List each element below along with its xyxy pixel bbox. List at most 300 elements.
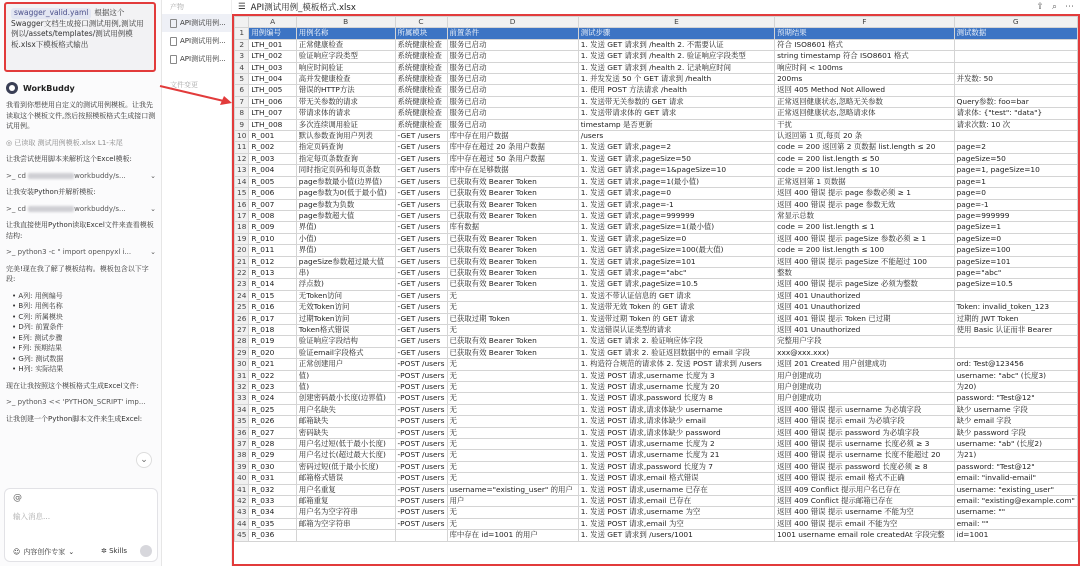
table-cell[interactable]: R_003 xyxy=(249,153,296,164)
row-number[interactable]: 11 xyxy=(235,142,249,153)
row-number[interactable]: 20 xyxy=(235,245,249,256)
table-cell[interactable]: Token格式错误 xyxy=(296,324,395,335)
column-header[interactable]: G xyxy=(954,17,1077,28)
table-cell[interactable]: 无 xyxy=(447,427,578,438)
table-cell[interactable]: code = 200 list.length ≤ 1 xyxy=(775,222,954,233)
table-cell[interactable]: R_036 xyxy=(249,530,296,541)
row-number[interactable]: 15 xyxy=(235,188,249,199)
table-cell[interactable]: 返回 409 Conflict 提示邮箱已存在 xyxy=(775,496,954,507)
table-cell[interactable]: 邮箱格式错误 xyxy=(296,473,395,484)
column-header[interactable]: C xyxy=(395,17,447,28)
mention-button[interactable]: @ xyxy=(13,493,22,503)
table-cell[interactable]: R_027 xyxy=(249,427,296,438)
table-cell[interactable]: 已获取有效 Bearer Token xyxy=(447,233,578,244)
table-cell[interactable]: 服务已启动 xyxy=(447,96,578,107)
table-cell[interactable]: 系统健康检查 xyxy=(395,62,447,73)
row-number[interactable]: 8 xyxy=(235,108,249,119)
table-cell[interactable]: 无 xyxy=(447,370,578,381)
more-icon[interactable]: ⋯ xyxy=(1065,1,1074,12)
table-cell[interactable]: 1. 发送 POST 请求,username 长度为 2 xyxy=(578,439,774,450)
table-cell[interactable]: page=1, pageSize=10 xyxy=(954,165,1077,176)
row-number[interactable]: 35 xyxy=(235,416,249,427)
table-cell[interactable]: 1. 使用 POST 方法请求 /health xyxy=(578,85,774,96)
table-cell[interactable]: 库中存在超过 50 条用户数据 xyxy=(447,153,578,164)
row-number[interactable]: 18 xyxy=(235,222,249,233)
table-cell[interactable]: 1. 发送 GET 请求,page=999999 xyxy=(578,210,774,221)
table-cell[interactable]: 值) xyxy=(296,370,395,381)
table-cell[interactable]: code = 200 list.length ≤ 10 xyxy=(775,165,954,176)
header-cell[interactable]: 测试数据 xyxy=(954,28,1077,39)
table-cell[interactable]: R_029 xyxy=(249,450,296,461)
table-cell[interactable]: 1. 构造符合规范的请求体 2. 发送 POST 请求到 /users xyxy=(578,359,774,370)
table-cell[interactable]: page参数为0(低于最小值) xyxy=(296,188,395,199)
table-cell[interactable]: 返回 400 错误 提示 pageSize 参数必须 ≥ 1 xyxy=(775,233,954,244)
table-cell[interactable]: -POST /users xyxy=(395,507,447,518)
table-cell[interactable]: 无 xyxy=(447,473,578,484)
row-number[interactable]: 6 xyxy=(235,85,249,96)
table-cell[interactable]: 缺少 username 字段 xyxy=(954,404,1077,415)
table-cell[interactable]: 已获取过期 Token xyxy=(447,313,578,324)
table-cell[interactable]: 已获取有效 Bearer Token xyxy=(447,267,578,278)
table-cell[interactable]: R_010 xyxy=(249,233,296,244)
table-cell[interactable]: id=1001 xyxy=(954,530,1077,541)
row-number[interactable]: 3 xyxy=(235,51,249,62)
table-cell[interactable]: 1. 并发发送 50 个 GET 请求到 /health xyxy=(578,74,774,85)
artifact-file-item[interactable] xyxy=(162,32,231,50)
table-cell[interactable]: 1. 发送 GET 请求 2. 验证返回数据中的 email 字段 xyxy=(578,347,774,358)
row-number[interactable]: 19 xyxy=(235,233,249,244)
table-cell[interactable]: 串) xyxy=(296,267,395,278)
table-cell[interactable]: pageSize参数超过最大值 xyxy=(296,256,395,267)
table-cell[interactable]: 返回 400 错误 提示 email 不能为空 xyxy=(775,518,954,529)
table-cell[interactable]: -POST /users xyxy=(395,518,447,529)
table-cell[interactable]: -GET /users xyxy=(395,302,447,313)
table-cell[interactable]: pageSize=1 xyxy=(954,222,1077,233)
command-block-3[interactable] xyxy=(6,247,156,258)
table-cell[interactable]: 返回 401 错误 提示 Token 已过期 xyxy=(775,313,954,324)
table-cell[interactable]: -POST /users xyxy=(395,393,447,404)
table-cell[interactable]: 已获取有效 Bearer Token xyxy=(447,336,578,347)
table-cell[interactable]: 已获取有效 Bearer Token xyxy=(447,210,578,221)
table-cell[interactable]: 已获取有效 Bearer Token xyxy=(447,245,578,256)
table-cell[interactable]: 系统健康检查 xyxy=(395,51,447,62)
row-number[interactable]: 30 xyxy=(235,359,249,370)
table-cell[interactable]: 用户创建成功 xyxy=(775,370,954,381)
table-cell[interactable]: page参数超大值 xyxy=(296,210,395,221)
table-cell[interactable]: 系统健康检查 xyxy=(395,119,447,130)
menu-icon[interactable]: ☰ xyxy=(238,1,246,12)
table-cell[interactable]: 浮点数) xyxy=(296,279,395,290)
row-number[interactable]: 12 xyxy=(235,153,249,164)
table-cell[interactable]: R_016 xyxy=(249,302,296,313)
table-cell[interactable]: 1. 发送 GET 请求,page=-1 xyxy=(578,199,774,210)
table-cell[interactable]: R_017 xyxy=(249,313,296,324)
artifact-file-item[interactable] xyxy=(162,50,231,68)
table-cell[interactable]: 密码过短(低于最小长度) xyxy=(296,461,395,472)
table-cell[interactable] xyxy=(954,62,1077,73)
table-cell[interactable]: -GET /users xyxy=(395,336,447,347)
table-cell[interactable]: 1. 发送 POST 请求,username 为空 xyxy=(578,507,774,518)
table-cell[interactable]: 1. 发送 GET 请求,page=0 xyxy=(578,188,774,199)
table-cell[interactable]: -POST /users xyxy=(395,473,447,484)
read-status[interactable] xyxy=(6,138,156,149)
table-cell[interactable]: 值) xyxy=(296,382,395,393)
table-cell[interactable]: -GET /users xyxy=(395,188,447,199)
table-cell[interactable]: 返回 400 错误 提示 username 为必填字段 xyxy=(775,404,954,415)
table-cell[interactable]: page参数为负数 xyxy=(296,199,395,210)
table-cell[interactable]: R_035 xyxy=(249,518,296,529)
table-cell[interactable]: 返回 401 Unauthorized xyxy=(775,324,954,335)
table-cell[interactable]: email: "existing@example.com" xyxy=(954,496,1077,507)
table-cell[interactable]: 无 xyxy=(447,393,578,404)
table-cell[interactable]: 已获取有效 Bearer Token xyxy=(447,188,578,199)
table-cell[interactable] xyxy=(954,85,1077,96)
table-cell[interactable]: 库中存在用户数据 xyxy=(447,131,578,142)
table-cell[interactable]: 用户名为空字符串 xyxy=(296,507,395,518)
table-cell[interactable]: 无Token访问 xyxy=(296,290,395,301)
table-cell[interactable]: 正常返回健康状态,忽略请求体 xyxy=(775,108,954,119)
table-cell[interactable]: 无 xyxy=(447,461,578,472)
table-cell[interactable]: 默认参数查询用户列表 xyxy=(296,131,395,142)
column-header[interactable]: E xyxy=(578,17,774,28)
table-cell[interactable]: 返回 401 Unauthorized xyxy=(775,290,954,301)
share-icon[interactable]: ⇪ xyxy=(1036,1,1044,12)
table-cell[interactable]: xxx@xxx.xxx) xyxy=(775,347,954,358)
column-header[interactable]: D xyxy=(447,17,578,28)
table-cell[interactable]: R_020 xyxy=(249,347,296,358)
table-cell[interactable]: 库中存在足够数据 xyxy=(447,165,578,176)
table-cell[interactable]: 指定每页条数查询 xyxy=(296,153,395,164)
row-number[interactable]: 16 xyxy=(235,199,249,210)
row-number[interactable]: 5 xyxy=(235,74,249,85)
table-cell[interactable]: pageSize=100 xyxy=(954,245,1077,256)
table-cell[interactable]: 返回 400 错误 提示 page 参数必须 ≥ 1 xyxy=(775,188,954,199)
table-cell[interactable]: 服务已启动 xyxy=(447,39,578,50)
table-cell[interactable]: LTH_001 xyxy=(249,39,296,50)
row-number[interactable]: 34 xyxy=(235,404,249,415)
link-icon[interactable]: ⌕ xyxy=(1051,1,1057,12)
table-cell[interactable]: -GET /users xyxy=(395,176,447,187)
row-number[interactable]: 7 xyxy=(235,96,249,107)
table-cell[interactable]: R_002 xyxy=(249,142,296,153)
table-cell[interactable]: page=1 xyxy=(954,176,1077,187)
table-cell[interactable]: code = 200 返回第 2 页数据 list.length ≤ 20 xyxy=(775,142,954,153)
table-cell[interactable]: -POST /users xyxy=(395,450,447,461)
command-block-1[interactable] xyxy=(6,171,156,182)
table-cell[interactable]: 无 xyxy=(447,324,578,335)
table-cell[interactable]: 1. 发送 POST 请求,username 长度为 3 xyxy=(578,370,774,381)
table-cell[interactable]: 无 xyxy=(447,439,578,450)
row-number[interactable]: 45 xyxy=(235,530,249,541)
header-cell[interactable]: 用例编号 xyxy=(249,28,296,39)
row-number[interactable]: 25 xyxy=(235,302,249,313)
table-cell[interactable]: 返回 400 错误 提示 email 格式不正确 xyxy=(775,473,954,484)
table-cell[interactable] xyxy=(954,51,1077,62)
table-cell[interactable] xyxy=(395,530,447,541)
table-cell[interactable]: 系统健康检查 xyxy=(395,108,447,119)
table-cell[interactable]: string timestamp 符合 ISO8601 格式 xyxy=(775,51,954,62)
table-cell[interactable]: 已获取有效 Bearer Token xyxy=(447,256,578,267)
table-cell[interactable]: 无 xyxy=(447,302,578,313)
table-cell[interactable]: code = 200 list.length ≤ 50 xyxy=(775,153,954,164)
row-number[interactable]: 17 xyxy=(235,210,249,221)
table-cell[interactable]: -GET /users xyxy=(395,153,447,164)
row-number[interactable]: 44 xyxy=(235,518,249,529)
header-cell[interactable]: 所属模块 xyxy=(395,28,447,39)
table-cell[interactable]: R_006 xyxy=(249,188,296,199)
row-number[interactable]: 31 xyxy=(235,370,249,381)
table-cell[interactable]: -POST /users xyxy=(395,404,447,415)
table-cell[interactable]: R_018 xyxy=(249,324,296,335)
table-cell[interactable]: -GET /users xyxy=(395,245,447,256)
table-cell[interactable]: 用户创建成功 xyxy=(775,393,954,404)
table-cell[interactable]: 无 xyxy=(447,382,578,393)
table-cell[interactable]: ord: Test@123456 xyxy=(954,359,1077,370)
table-cell[interactable]: password: "Test@12" xyxy=(954,461,1077,472)
table-cell[interactable]: timestamp 是否更新 xyxy=(578,119,774,130)
table-cell[interactable]: 缺少 email 字段 xyxy=(954,416,1077,427)
table-cell[interactable]: 1. 发送 GET 请求到 /health 2. 验证响应字段类型 xyxy=(578,51,774,62)
row-number[interactable]: 24 xyxy=(235,290,249,301)
table-cell[interactable]: 带请求体的请求 xyxy=(296,108,395,119)
table-cell[interactable]: username="existing_user" 的用户 xyxy=(447,484,578,495)
table-cell[interactable]: 1. 发送 GET 请求到 /users/1001 xyxy=(578,530,774,541)
row-number[interactable]: 22 xyxy=(235,267,249,278)
table-cell[interactable]: 1. 发送 GET 请求,page=2 xyxy=(578,142,774,153)
table-cell[interactable]: 高并发健康检查 xyxy=(296,74,395,85)
table-cell[interactable]: -GET /users xyxy=(395,131,447,142)
table-cell[interactable]: 1. 发送带过期 Token 的 GET 请求 xyxy=(578,313,774,324)
table-cell[interactable]: email: "invalid-email" xyxy=(954,473,1077,484)
row-number[interactable]: 27 xyxy=(235,324,249,335)
header-cell[interactable]: 用例名称 xyxy=(296,28,395,39)
row-number[interactable]: 28 xyxy=(235,336,249,347)
table-cell[interactable]: 无 xyxy=(447,450,578,461)
table-cell[interactable]: 1. 发送 GET 请求,page=1(最小值) xyxy=(578,176,774,187)
table-cell[interactable]: R_005 xyxy=(249,176,296,187)
row-number[interactable]: 9 xyxy=(235,119,249,130)
table-cell[interactable]: page=999999 xyxy=(954,210,1077,221)
row-number[interactable]: 42 xyxy=(235,496,249,507)
table-cell[interactable]: 并发数: 50 xyxy=(954,74,1077,85)
table-cell[interactable]: 已获取有效 Bearer Token xyxy=(447,176,578,187)
row-number[interactable]: 32 xyxy=(235,382,249,393)
table-cell[interactable]: R_008 xyxy=(249,210,296,221)
table-cell[interactable]: 界值) xyxy=(296,245,395,256)
row-number[interactable]: 39 xyxy=(235,461,249,472)
row-number[interactable]: 33 xyxy=(235,393,249,404)
command-block-4[interactable] xyxy=(6,397,156,408)
table-cell[interactable]: 1. 发送 GET 请求,pageSize=10.5 xyxy=(578,279,774,290)
table-cell[interactable]: 1. 发送 GET 请求到 /health 2. 不需要认证 xyxy=(578,39,774,50)
table-cell[interactable]: -GET /users xyxy=(395,222,447,233)
table-cell[interactable]: 返回 400 错误 提示 password 长度必须 ≥ 8 xyxy=(775,461,954,472)
row-number[interactable]: 1 xyxy=(235,28,249,39)
table-cell[interactable]: 系统健康检查 xyxy=(395,39,447,50)
table-cell[interactable]: 1. 发送带无关参数的 GET 请求 xyxy=(578,96,774,107)
table-cell[interactable]: 密码缺失 xyxy=(296,427,395,438)
table-cell[interactable]: 1. 发送 POST 请求,username 已存在 xyxy=(578,484,774,495)
table-cell[interactable]: 1. 发送 GET 请求 2. 验证响应体字段 xyxy=(578,336,774,347)
table-cell[interactable]: 错误的HTTP方法 xyxy=(296,85,395,96)
table-cell[interactable] xyxy=(954,131,1077,142)
table-cell[interactable] xyxy=(296,530,395,541)
row-number[interactable]: 23 xyxy=(235,279,249,290)
table-cell[interactable] xyxy=(954,347,1077,358)
table-cell[interactable]: page=-1 xyxy=(954,199,1077,210)
table-cell[interactable]: 返回 201 Created 用户创建成功 xyxy=(775,359,954,370)
table-cell[interactable]: -GET /users xyxy=(395,199,447,210)
row-number[interactable]: 13 xyxy=(235,165,249,176)
table-cell[interactable]: 已获取有效 Bearer Token xyxy=(447,347,578,358)
table-cell[interactable]: 响应时间 < 100ms xyxy=(775,62,954,73)
table-cell[interactable]: 无 xyxy=(447,290,578,301)
table-cell[interactable]: 服务已启动 xyxy=(447,85,578,96)
table-cell[interactable]: 无 xyxy=(447,359,578,370)
table-cell[interactable]: R_011 xyxy=(249,245,296,256)
table-cell[interactable]: 服务已启动 xyxy=(447,51,578,62)
table-cell[interactable]: pageSize=0 xyxy=(954,233,1077,244)
table-cell[interactable]: 1. 发送 GET 请求,pageSize=0 xyxy=(578,233,774,244)
table-cell[interactable]: 认返回第 1 页,每页 20 条 xyxy=(775,131,954,142)
table-cell[interactable]: LTH_008 xyxy=(249,119,296,130)
table-cell[interactable]: 符合 ISO8601 格式 xyxy=(775,39,954,50)
table-cell[interactable]: 1. 发送 POST 请求,username 长度为 21 xyxy=(578,450,774,461)
table-cell[interactable]: R_023 xyxy=(249,382,296,393)
table-cell[interactable]: LTH_002 xyxy=(249,51,296,62)
table-cell[interactable]: 为20) xyxy=(954,382,1077,393)
table-cell[interactable]: 用户名过长(超过最大长度) xyxy=(296,450,395,461)
table-cell[interactable]: 1. 发送 POST 请求,email 为空 xyxy=(578,518,774,529)
table-cell[interactable]: 请求体: {"test": "data"} xyxy=(954,108,1077,119)
table-cell[interactable]: 1. 发送 GET 请求到 /health 2. 记录响应时间 xyxy=(578,62,774,73)
agent-selector[interactable] xyxy=(13,547,74,557)
table-cell[interactable]: -POST /users xyxy=(395,496,447,507)
table-cell[interactable]: R_014 xyxy=(249,279,296,290)
table-cell[interactable]: 1. 发送 GET 请求,pageSize=1(最小值) xyxy=(578,222,774,233)
table-cell[interactable]: code = 200 list.length ≤ 100 xyxy=(775,245,954,256)
header-cell[interactable]: 前置条件 xyxy=(447,28,578,39)
table-cell[interactable]: LTH_004 xyxy=(249,74,296,85)
table-cell[interactable]: R_033 xyxy=(249,496,296,507)
table-cell[interactable]: R_026 xyxy=(249,416,296,427)
table-cell[interactable]: LTH_006 xyxy=(249,96,296,107)
table-cell[interactable]: pageSize=101 xyxy=(954,256,1077,267)
table-cell[interactable]: 1. 发送带无效 Token 的 GET 请求 xyxy=(578,302,774,313)
table-cell[interactable]: R_024 xyxy=(249,393,296,404)
table-cell[interactable]: R_022 xyxy=(249,370,296,381)
table-cell[interactable]: -GET /users xyxy=(395,256,447,267)
table-cell[interactable]: 服务已启动 xyxy=(447,119,578,130)
table-cell[interactable]: pageSize=50 xyxy=(954,153,1077,164)
table-cell[interactable]: 用户名重复 xyxy=(296,484,395,495)
table-cell[interactable]: 用户名过短(低于最小长度) xyxy=(296,439,395,450)
table-cell[interactable]: 无效Token访问 xyxy=(296,302,395,313)
table-cell[interactable]: -GET /users xyxy=(395,210,447,221)
table-cell[interactable]: 1. 发送 POST 请求,password 长度为 7 xyxy=(578,461,774,472)
table-cell[interactable]: 1. 发送 POST 请求,password 长度为 8 xyxy=(578,393,774,404)
table-cell[interactable]: 返回 401 Unauthorized xyxy=(775,302,954,313)
table-cell[interactable]: 库中存在超过 20 条用户数据 xyxy=(447,142,578,153)
table-cell[interactable]: 正常返回第 1 页数据 xyxy=(775,176,954,187)
table-cell[interactable]: password: "Test@12" xyxy=(954,393,1077,404)
table-cell[interactable]: -GET /users xyxy=(395,142,447,153)
table-cell[interactable]: 1. 发送 POST 请求,username 长度为 20 xyxy=(578,382,774,393)
table-cell[interactable]: LTH_005 xyxy=(249,85,296,96)
table-cell[interactable]: 用户创建成功 xyxy=(775,382,954,393)
table-cell[interactable]: R_034 xyxy=(249,507,296,518)
table-cell[interactable]: 1001 username email role createdAt 字段完整 xyxy=(775,530,954,541)
table-cell[interactable]: 验证email字段格式 xyxy=(296,347,395,358)
table-cell[interactable]: 服务已启动 xyxy=(447,74,578,85)
table-cell[interactable]: page=0 xyxy=(954,188,1077,199)
table-cell[interactable]: 1. 发送 GET 请求,pageSize=50 xyxy=(578,153,774,164)
table-cell[interactable]: R_021 xyxy=(249,359,296,370)
table-cell[interactable]: R_031 xyxy=(249,473,296,484)
table-cell[interactable]: username: "ab" (长度2) xyxy=(954,439,1077,450)
table-cell[interactable]: 1. 发送 GET 请求,page=1&pageSize=10 xyxy=(578,165,774,176)
skills-button[interactable] xyxy=(101,547,127,555)
table-cell[interactable]: 1. 发送 POST 请求,请求体缺少 password xyxy=(578,427,774,438)
table-cell[interactable]: 请求次数: 10 次 xyxy=(954,119,1077,130)
table-cell[interactable]: 1. 发送 GET 请求,page="abc" xyxy=(578,267,774,278)
table-cell[interactable]: 过期Token访问 xyxy=(296,313,395,324)
header-cell[interactable]: 测试步骤 xyxy=(578,28,774,39)
table-cell[interactable]: -POST /users xyxy=(395,370,447,381)
column-header[interactable]: F xyxy=(775,17,954,28)
table-cell[interactable]: 系统健康检查 xyxy=(395,74,447,85)
table-cell[interactable]: 返回 400 错误 提示 page 参数无效 xyxy=(775,199,954,210)
table-cell[interactable]: -GET /users xyxy=(395,290,447,301)
table-cell[interactable]: 使用 Basic 认证而非 Bearer xyxy=(954,324,1077,335)
row-number[interactable]: 26 xyxy=(235,313,249,324)
table-cell[interactable]: 响应时间验证 xyxy=(296,62,395,73)
table-cell[interactable]: 返回 400 错误 提示 password 为必填字段 xyxy=(775,427,954,438)
row-number[interactable]: 37 xyxy=(235,439,249,450)
table-cell[interactable]: -GET /users xyxy=(395,165,447,176)
table-cell[interactable]: R_025 xyxy=(249,404,296,415)
table-cell[interactable]: 常显示总数 xyxy=(775,210,954,221)
table-cell[interactable]: R_013 xyxy=(249,267,296,278)
corner-cell[interactable] xyxy=(235,17,249,28)
table-cell[interactable]: 缺少 password 字段 xyxy=(954,427,1077,438)
row-number[interactable]: 36 xyxy=(235,427,249,438)
table-cell[interactable]: -GET /users xyxy=(395,267,447,278)
table-cell[interactable]: 返回 400 错误 提示 pageSize 必须为整数 xyxy=(775,279,954,290)
send-button[interactable] xyxy=(140,545,152,557)
table-cell[interactable]: -POST /users xyxy=(395,427,447,438)
table-cell[interactable]: R_015 xyxy=(249,290,296,301)
table-cell[interactable]: -POST /users xyxy=(395,461,447,472)
table-cell[interactable]: 创建密码最小长度(边界值) xyxy=(296,393,395,404)
row-number[interactable]: 41 xyxy=(235,484,249,495)
table-cell[interactable]: R_032 xyxy=(249,484,296,495)
table-cell[interactable]: Query参数: foo=bar xyxy=(954,96,1077,107)
table-cell[interactable] xyxy=(954,336,1077,347)
table-cell[interactable] xyxy=(954,290,1077,301)
table-cell[interactable]: -POST /users xyxy=(395,439,447,450)
table-cell[interactable]: 为21) xyxy=(954,450,1077,461)
table-cell[interactable]: username: "existing_user" xyxy=(954,484,1077,495)
table-cell[interactable]: 返回 400 错误 提示 pageSize 不能超过 100 xyxy=(775,256,954,267)
row-number[interactable]: 10 xyxy=(235,131,249,142)
table-cell[interactable]: email: "" xyxy=(954,518,1077,529)
table-cell[interactable]: 1. 发送 POST 请求,email 已存在 xyxy=(578,496,774,507)
table-cell[interactable]: R_028 xyxy=(249,439,296,450)
artifact-file-item[interactable] xyxy=(162,14,231,32)
table-cell[interactable]: -GET /users xyxy=(395,347,447,358)
table-cell[interactable]: 库有数据 xyxy=(447,222,578,233)
